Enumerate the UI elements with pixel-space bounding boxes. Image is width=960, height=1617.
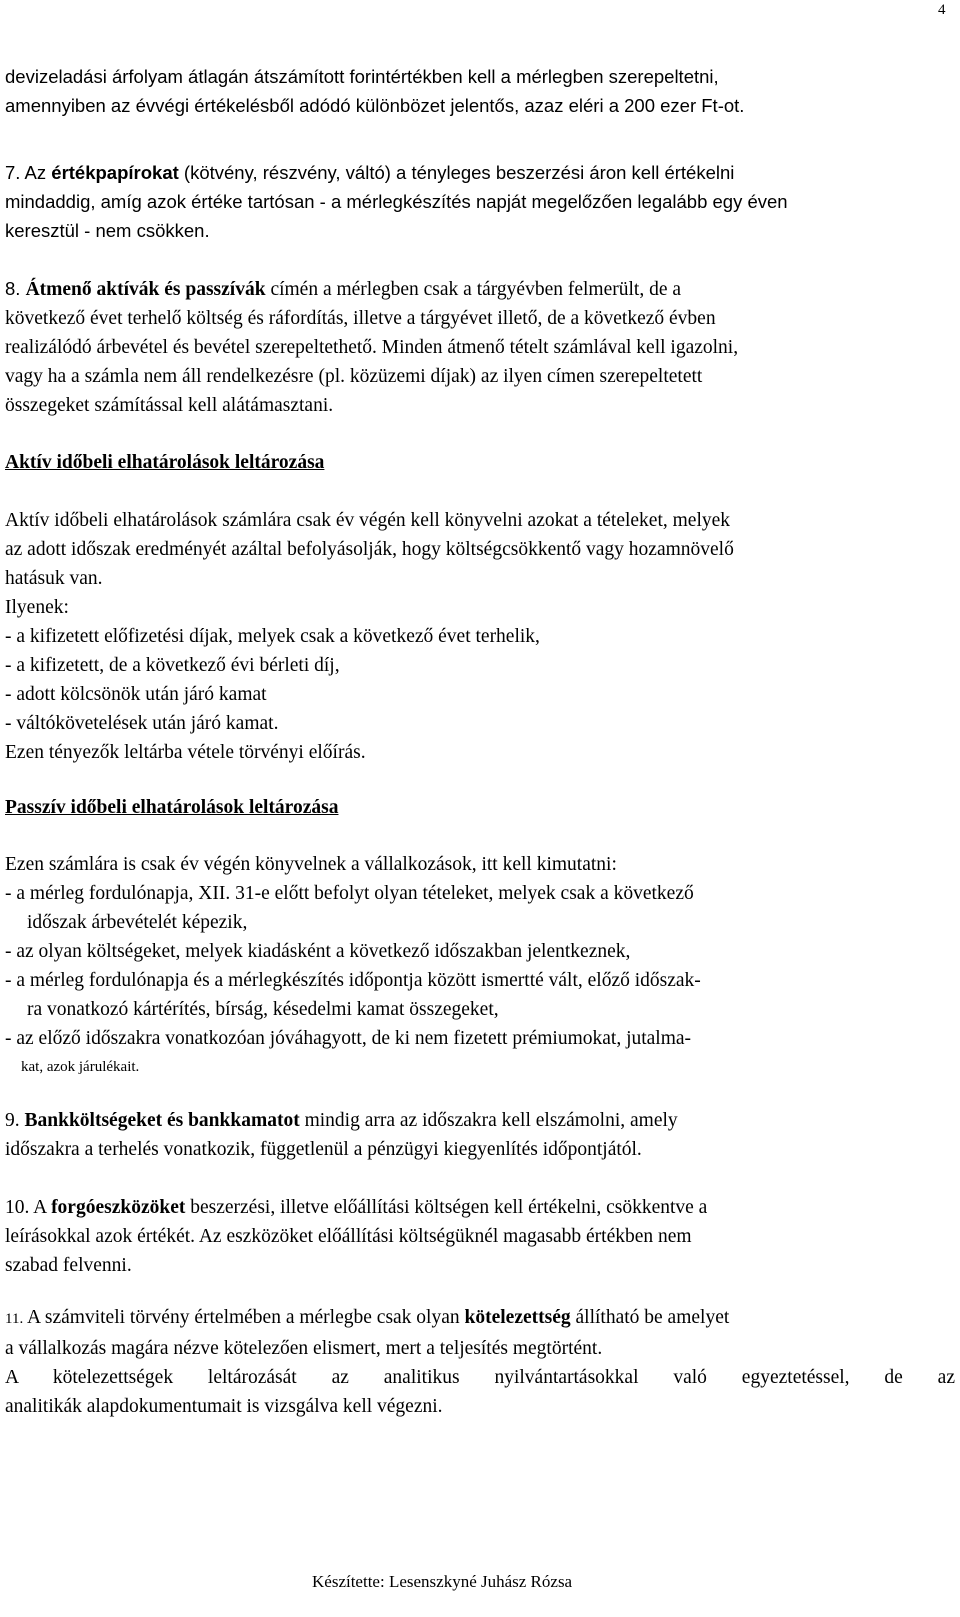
page-number: 4	[938, 2, 946, 18]
text-line: Ilyenek:	[5, 597, 69, 618]
text-line: az adott időszak eredményét azáltal befolyásolják, hogy költségcsökkentő vagy hozamnövelő	[5, 539, 734, 560]
list-item: - a mérleg fordulónapja és a mérlegkészítés időpontja között ismertté vált, előző időszak-	[5, 970, 701, 991]
text-line: mindaddig, amíg azok értéke tartósan - a mérlegkészítés napját megelőzően legalább egy éven	[5, 191, 788, 212]
list-item: - adott kölcsönök után járó kamat	[5, 684, 267, 705]
paragraph-11	[5, 1303, 955, 1421]
intro-paragraph	[5, 62, 955, 120]
page-footer: Készítette: Lesenszkyné Juhász Rózsa	[312, 1572, 573, 1591]
bold-term: kötelezettség	[464, 1307, 571, 1328]
text-fragment: beszerzési, illetve előállítási költségen kell értékelni, csökkentve a	[185, 1197, 708, 1218]
text-line: összegeket számítással kell alátámasztani.	[5, 395, 334, 416]
text-line: Ezen számlára is csak év végén könyvelnek a vállalkozások, itt kell kimutatni:	[5, 854, 617, 875]
text-line: devizeladási árfolyam átlagán átszámított forintértékben kell a mérlegben szerepeltetni,	[5, 66, 719, 87]
text-line: Ezen tényezők leltárba vétele törvényi előírás.	[5, 742, 366, 763]
text-line	[5, 1303, 955, 1334]
paragraph-10	[5, 1193, 955, 1280]
text-line	[5, 1106, 955, 1135]
text-line: A kötelezettségek leltározását az analitikus nyilvántartásokkal való egyeztetéssel, de az	[5, 1367, 955, 1388]
text-fragment: A számviteli törvény értelmében a mérlegbe csak olyan	[23, 1307, 465, 1328]
bold-term: Bankköltségeket és bankkamatot	[24, 1110, 300, 1131]
text-line: következő évet terhelő költség és ráfordítás, illetve a tárgyévet illető, de a következő évben	[5, 308, 716, 329]
list-item: - az előző időszakra vonatkozóan jóváhagyott, de ki nem fizetett prémiumokat, jutalma-	[5, 1028, 692, 1049]
paragraph-8	[5, 274, 955, 420]
text-line: leírásokkal azok értékét. Az eszközöket előállítási költségüknél magasabb értékben nem	[5, 1226, 692, 1247]
list-item-continuation: időszak árbevételét képezik,	[27, 912, 248, 933]
text-line: realizálódó árbevétel és bevétel szerepeltethető. Minden átmenő tételt számlával kell igazolni,	[5, 337, 739, 358]
item-number: 7. Az	[5, 162, 52, 183]
list-item: - a mérleg fordulónapja, XII. 31-e előtt befolyt olyan tételeket, melyek csak a következő	[5, 883, 694, 904]
text-line: analitikák alapdokumentumait is vizsgálva kell végezni.	[5, 1396, 443, 1417]
bold-term: értékpapírokat	[51, 162, 179, 183]
list-item: - a kifizetett előfizetési díjak, melyek csak a következő évet terhelik,	[5, 626, 540, 647]
text-fragment: mindig arra az időszakra kell elszámolni, amely	[299, 1110, 678, 1131]
section-heading-passive: Passzív időbeli elhatárolások leltározása	[5, 797, 339, 818]
active-accruals-paragraph	[5, 506, 955, 767]
bold-term: Átmenő aktívák és passzívák	[25, 279, 266, 300]
paragraph-7	[5, 158, 955, 245]
text-line	[5, 1193, 955, 1222]
item-number: 9.	[5, 1110, 25, 1131]
text-line: keresztül - nem csökken.	[5, 220, 210, 241]
item-number: 10. A	[5, 1197, 52, 1218]
list-item: - a kifizetett, de a következő évi bérleti díj,	[5, 655, 340, 676]
list-item: - az olyan költségeket, melyek kiadásként a következő időszakban jelentkeznek,	[5, 941, 631, 962]
list-item-continuation: kat, azok járulékait.	[21, 1059, 140, 1075]
text-line: a vállalkozás magára nézve kötelezően elismert, mert a teljesítés megtörtént.	[5, 1338, 603, 1359]
text-line: vagy ha a számla nem áll rendelkezésre (pl. közüzemi díjak) az ilyen címen szerepeltetett	[5, 366, 703, 387]
passive-accruals-paragraph	[5, 850, 955, 1082]
text-line: szabad felvenni.	[5, 1255, 132, 1276]
section-heading-active: Aktív időbeli elhatárolások leltározása	[5, 452, 325, 473]
item-number: 8.	[5, 278, 26, 299]
bold-term: forgóeszközöket	[51, 1197, 186, 1218]
text-fragment: állítható be amelyet	[570, 1307, 730, 1328]
text-line: Aktív időbeli elhatárolások számlára csak év végén kell könyvelni azokat a tételeket, melyek	[5, 510, 731, 531]
text-line	[5, 158, 955, 187]
text-line: időszakra a terhelés vonatkozik, függetlenül a pénzügyi kiegyenlítés időpontjától.	[5, 1139, 642, 1160]
list-item: - váltókövetelések után járó kamat.	[5, 713, 279, 734]
text-line: amennyiben az évvégi értékelésből adódó különbözet jelentős, azaz eléri a 200 ezer Ft-ot.	[5, 95, 745, 116]
paragraph-9	[5, 1106, 955, 1164]
text-fragment: címén a mérlegben csak a tárgyévben felmerült, de a	[265, 279, 682, 300]
list-item-continuation: ra vonatkozó kártérítés, bírság, késedelmi kamat összegeket,	[27, 999, 499, 1020]
text-fragment: (kötvény, részvény, váltó) a tényleges beszerzési áron kell értékelni	[178, 162, 735, 183]
text-line: hatásuk van.	[5, 568, 103, 589]
item-number: 11.	[5, 1311, 24, 1327]
text-line	[5, 274, 955, 304]
